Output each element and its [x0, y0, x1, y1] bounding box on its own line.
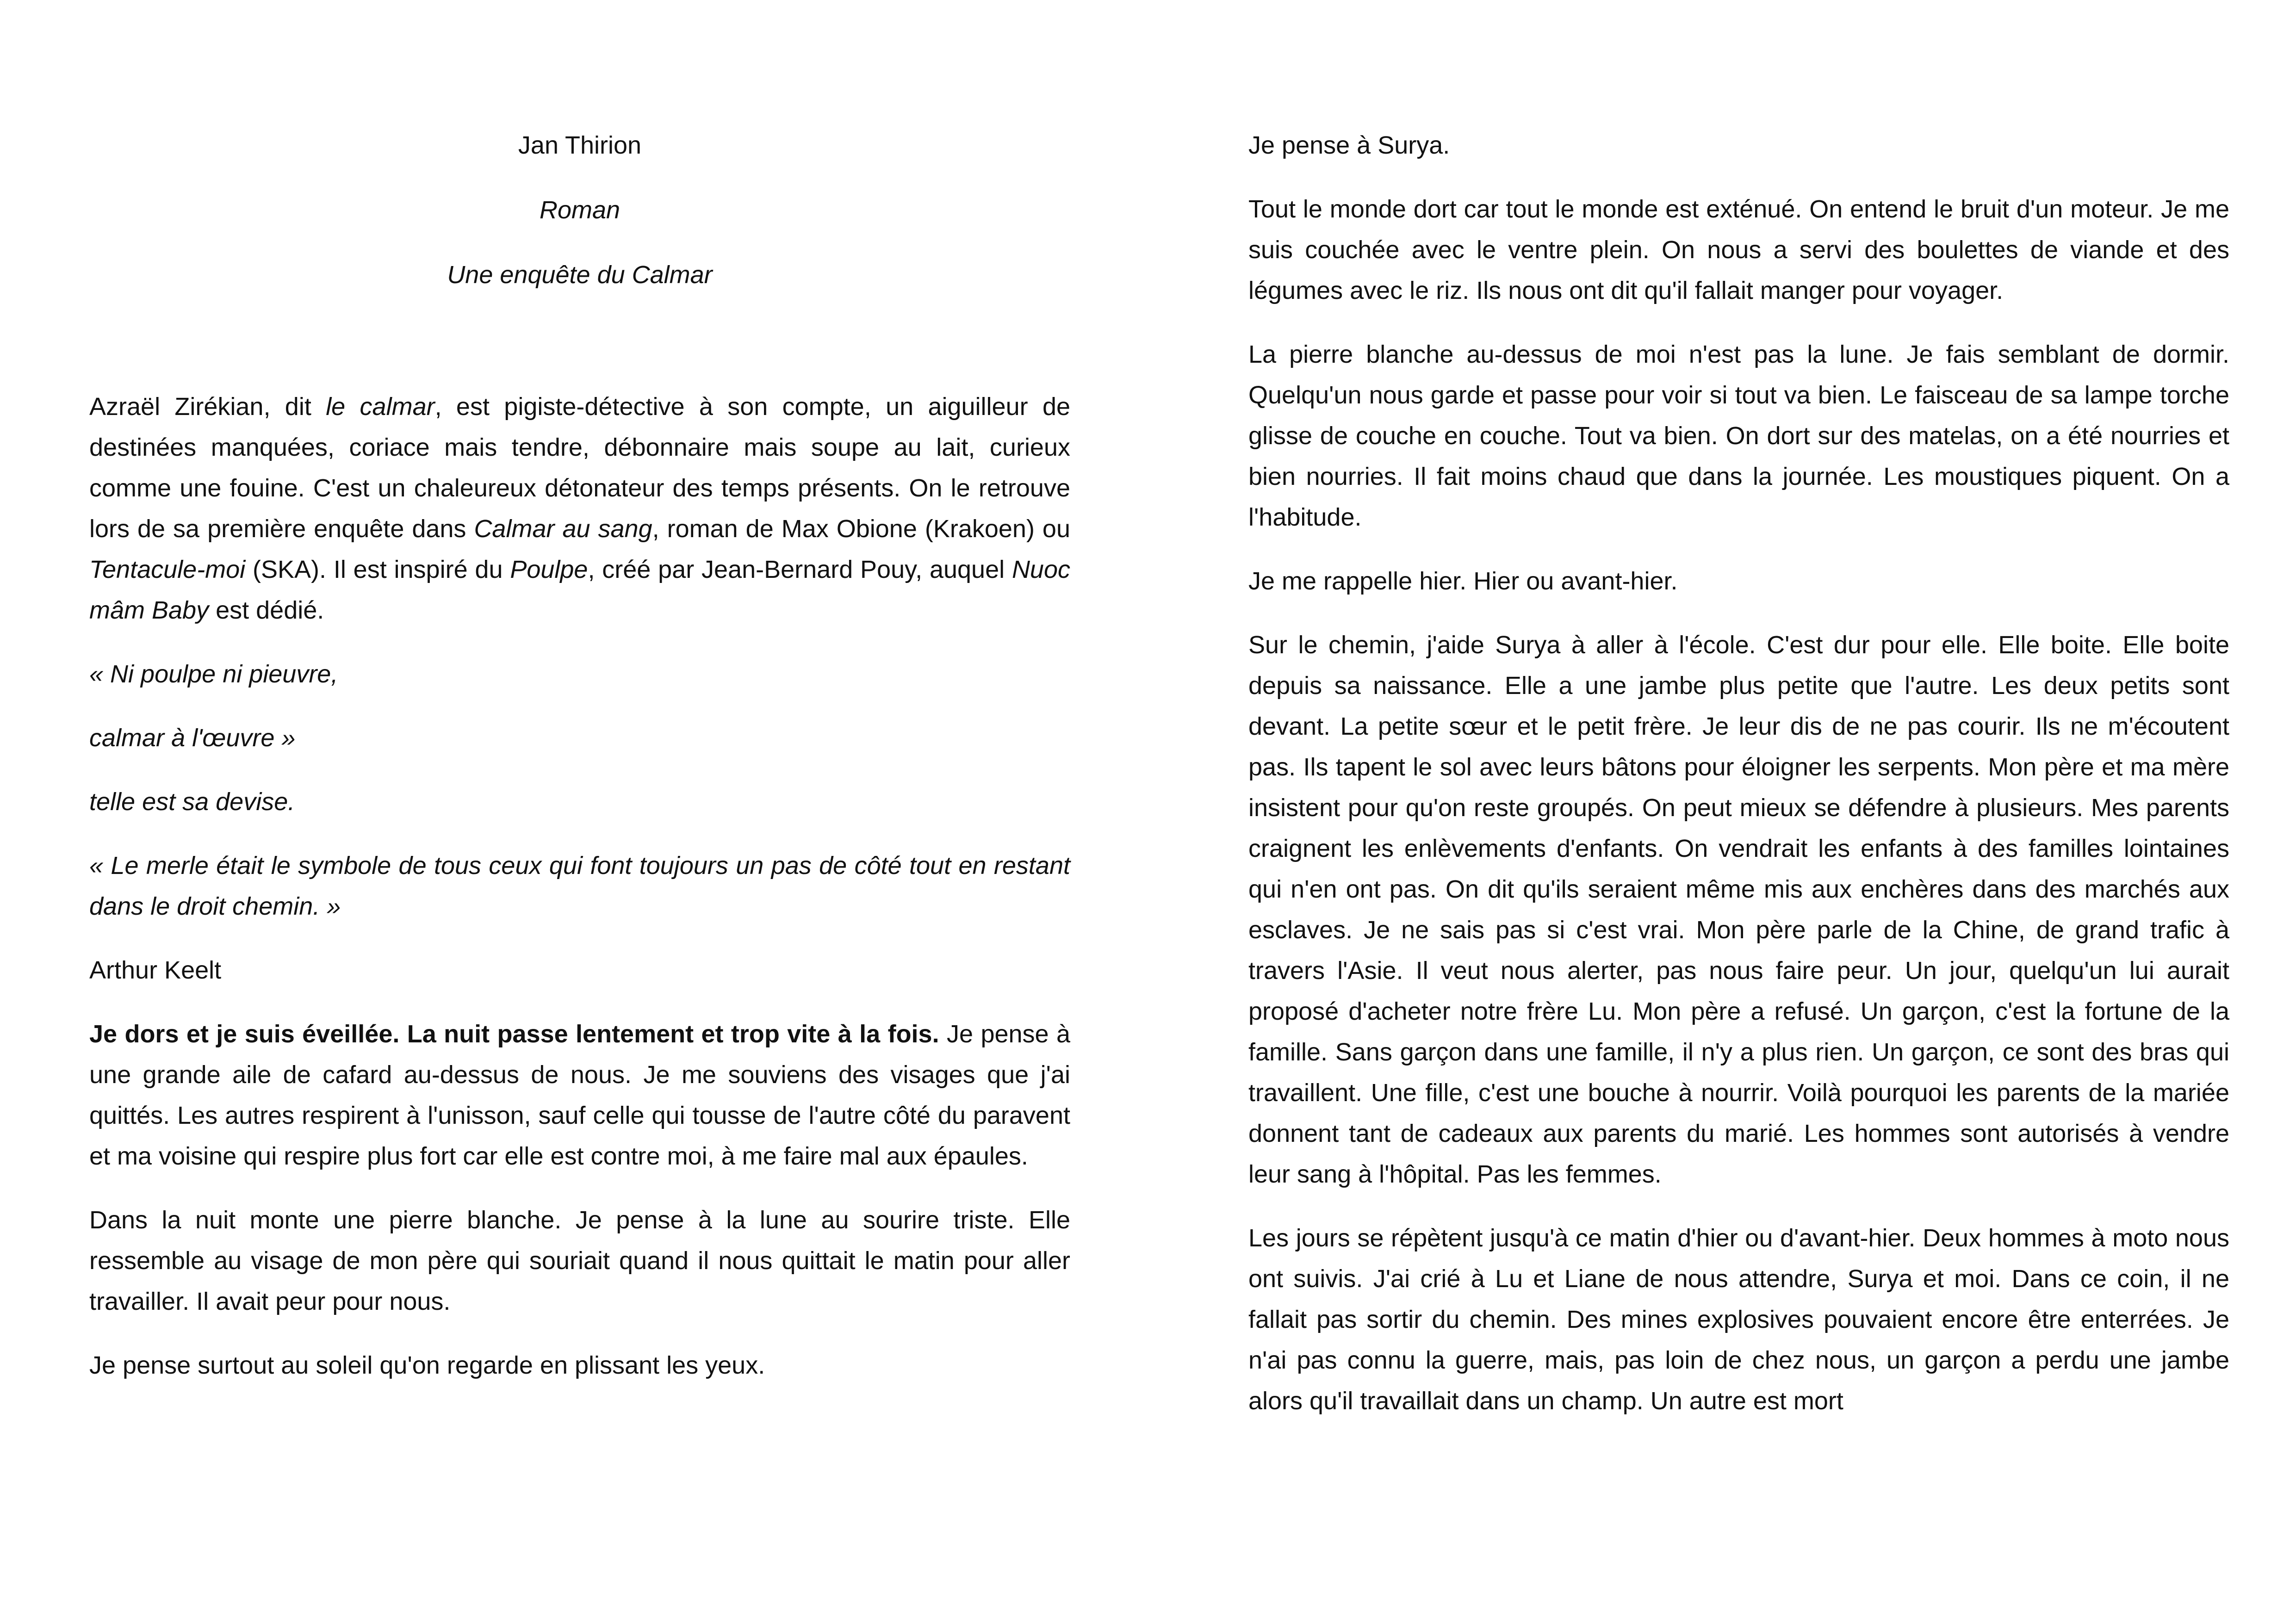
intro-text: (SKA). Il est inspiré du: [245, 556, 510, 583]
left-page: [89, 125, 1070, 1409]
book-title-calmar-au-sang: Calmar au sang: [474, 515, 652, 543]
book-title-nuoc-mam-baby: Nuoc mâm Baby: [89, 556, 1070, 624]
body-paragraph: Tout le monde dort car tout le monde est exténué. On entend le bruit d'un moteur. Je me suis couchée avec le ventre plein. On nous a servi des boulettes de viande et des légumes avec le riz. Ils nous ont dit qu'il fallait manger pour voyager.: [1248, 195, 2229, 304]
epigraph-author: Arthur Keelt: [89, 956, 222, 984]
body-paragraph: Je pense surtout au soleil qu'on regarde en plissant les yeux.: [89, 1351, 765, 1379]
opening-bold-sentence: Je dors et je suis éveillée. La nuit passe lentement et trop vite à la fois.: [89, 1020, 939, 1048]
opening-paragraph: [89, 1014, 1070, 1177]
book-title-tentacule-moi: Tentacule-moi: [89, 556, 246, 583]
body-paragraph: Sur le chemin, j'aide Surya à aller à l'école. C'est dur pour elle. Elle boite. Elle boite depuis sa naissance. Elle a une jambe plus petite que l'autre. Les deux petits sont devant. La petite sœur et le petit frère. Je leur dis de ne pas courir. Ils ne m'écoutent pas. Ils tapent le sol avec leurs bâtons pour éloigner les serpents. Mon père et ma mère insistent pour qu'on reste groupés. On peut mieux se défendre à plusieurs. Mes parents craignent les enlèvements d'enfants. On vendrait les enfants à des familles lointaines qui n'en ont pas. On dit qu'ils seraient même mis aux enchères dans des marchés aux esclaves. Je ne sais pas si c'est vrai. Mon père parle de la Chine, de grand trafic à travers l'Asie. Il veut nous alerter, pas nous faire peur. Un jour, quelqu'un lui aurait proposé d'acheter notre frère Lu. Mon père a refusé. Un garçon, c'est la fortune de la famille. Sans garçon dans une famille, il n'y a plus rien. Un garçon, ce sont des bras qui travaillent. Une fille, c'est une bouche à nourrir. Voilà pourquoi les parents de la mariée donnent tant de cadeaux aux parents du marié. Les hommes sont autorisés à vendre leur sang à l'hôpital. Pas les femmes.: [1248, 631, 2229, 1188]
character-poulpe: Poulpe: [510, 556, 588, 583]
motto-line-3: telle est sa devise.: [89, 788, 295, 816]
body-paragraph: Je pense à Surya.: [1248, 131, 1450, 159]
series-title: Une enquête du Calmar: [447, 261, 713, 289]
body-paragraph: Dans la nuit monte une pierre blanche. Je pense à la lune au sourire triste. Elle ressemble au visage de mon père qui souriait quand il nous quittait le matin pour aller travailler. Il avait peur pour nous.: [89, 1206, 1070, 1315]
body-paragraph: Les jours se répètent jusqu'à ce matin d'hier ou d'avant-hier. Deux hommes à moto nous ont suivis. J'ai crié à Lu et Liane de nous attendre, Surya et moi. Dans ce coin, il ne fallait pas sortir du chemin. Des mines explosives pouvaient encore être enterrées. Je n'ai pas connu la guerre, mais, pas loin de chez nous, un garçon a perdu une jambe alors qu'il travaillait dans un champ. Un autre est mort: [1248, 1224, 2229, 1415]
intro-nickname: le calmar: [326, 393, 435, 421]
intro-text: Azraël Zirékian, dit: [89, 393, 326, 421]
motto-line-2: calmar à l'œuvre »: [89, 724, 296, 752]
genre-label: Roman: [539, 196, 621, 224]
intro-text: , roman de Max Obione (Krakoen) ou: [652, 515, 1070, 543]
epigraph: « Le merle était le symbole de tous ceux qui font toujours un pas de côté tout en restant dans le droit chemin. »: [89, 852, 1070, 920]
intro-text: , créé par Jean-Bernard Pouy, auquel: [588, 556, 1012, 583]
opening-text: Je pense à une grande aile de cafard au-dessus de nous. Je me souviens des visages que j'ai quittés. Les autres respirent à l'unisson, sauf celle qui tousse de l'autre côté du paravent et ma voisine qui respire plus fort car elle est contre moi, à me faire mal aux épaules.: [89, 1020, 1071, 1170]
body-paragraph: La pierre blanche au-dessus de moi n'est pas la lune. Je fais semblant de dormir. Quelqu'un nous garde et passe pour voir si tout va bien. Le faisceau de sa lampe torche glisse de couche en couche. Tout va bien. On dort sur des matelas, on a été nourries et bien nourries. Il fait moins chaud que dans la journée. Les moustiques piquent. On a l'habitude.: [1248, 341, 2229, 531]
intro-paragraph: [89, 386, 1070, 631]
body-paragraph: Je me rappelle hier. Hier ou avant-hier.: [1248, 567, 1678, 595]
intro-text: , est pigiste-détective à son compte, un aiguilleur de destinées manquées, coriace mais tendre, débonnaire mais soupe au lait, curieux comme une fouine. C'est un chaleureux détonateur des temps présents. On le retrouve lors de sa première enquête dans: [89, 393, 1071, 543]
title-spacer: [89, 319, 1070, 386]
right-page: [1248, 125, 2229, 1444]
intro-text: est dédié.: [209, 596, 324, 624]
motto-line-1: « Ni poulpe ni pieuvre,: [89, 660, 338, 688]
author-name: Jan Thirion: [518, 131, 642, 159]
